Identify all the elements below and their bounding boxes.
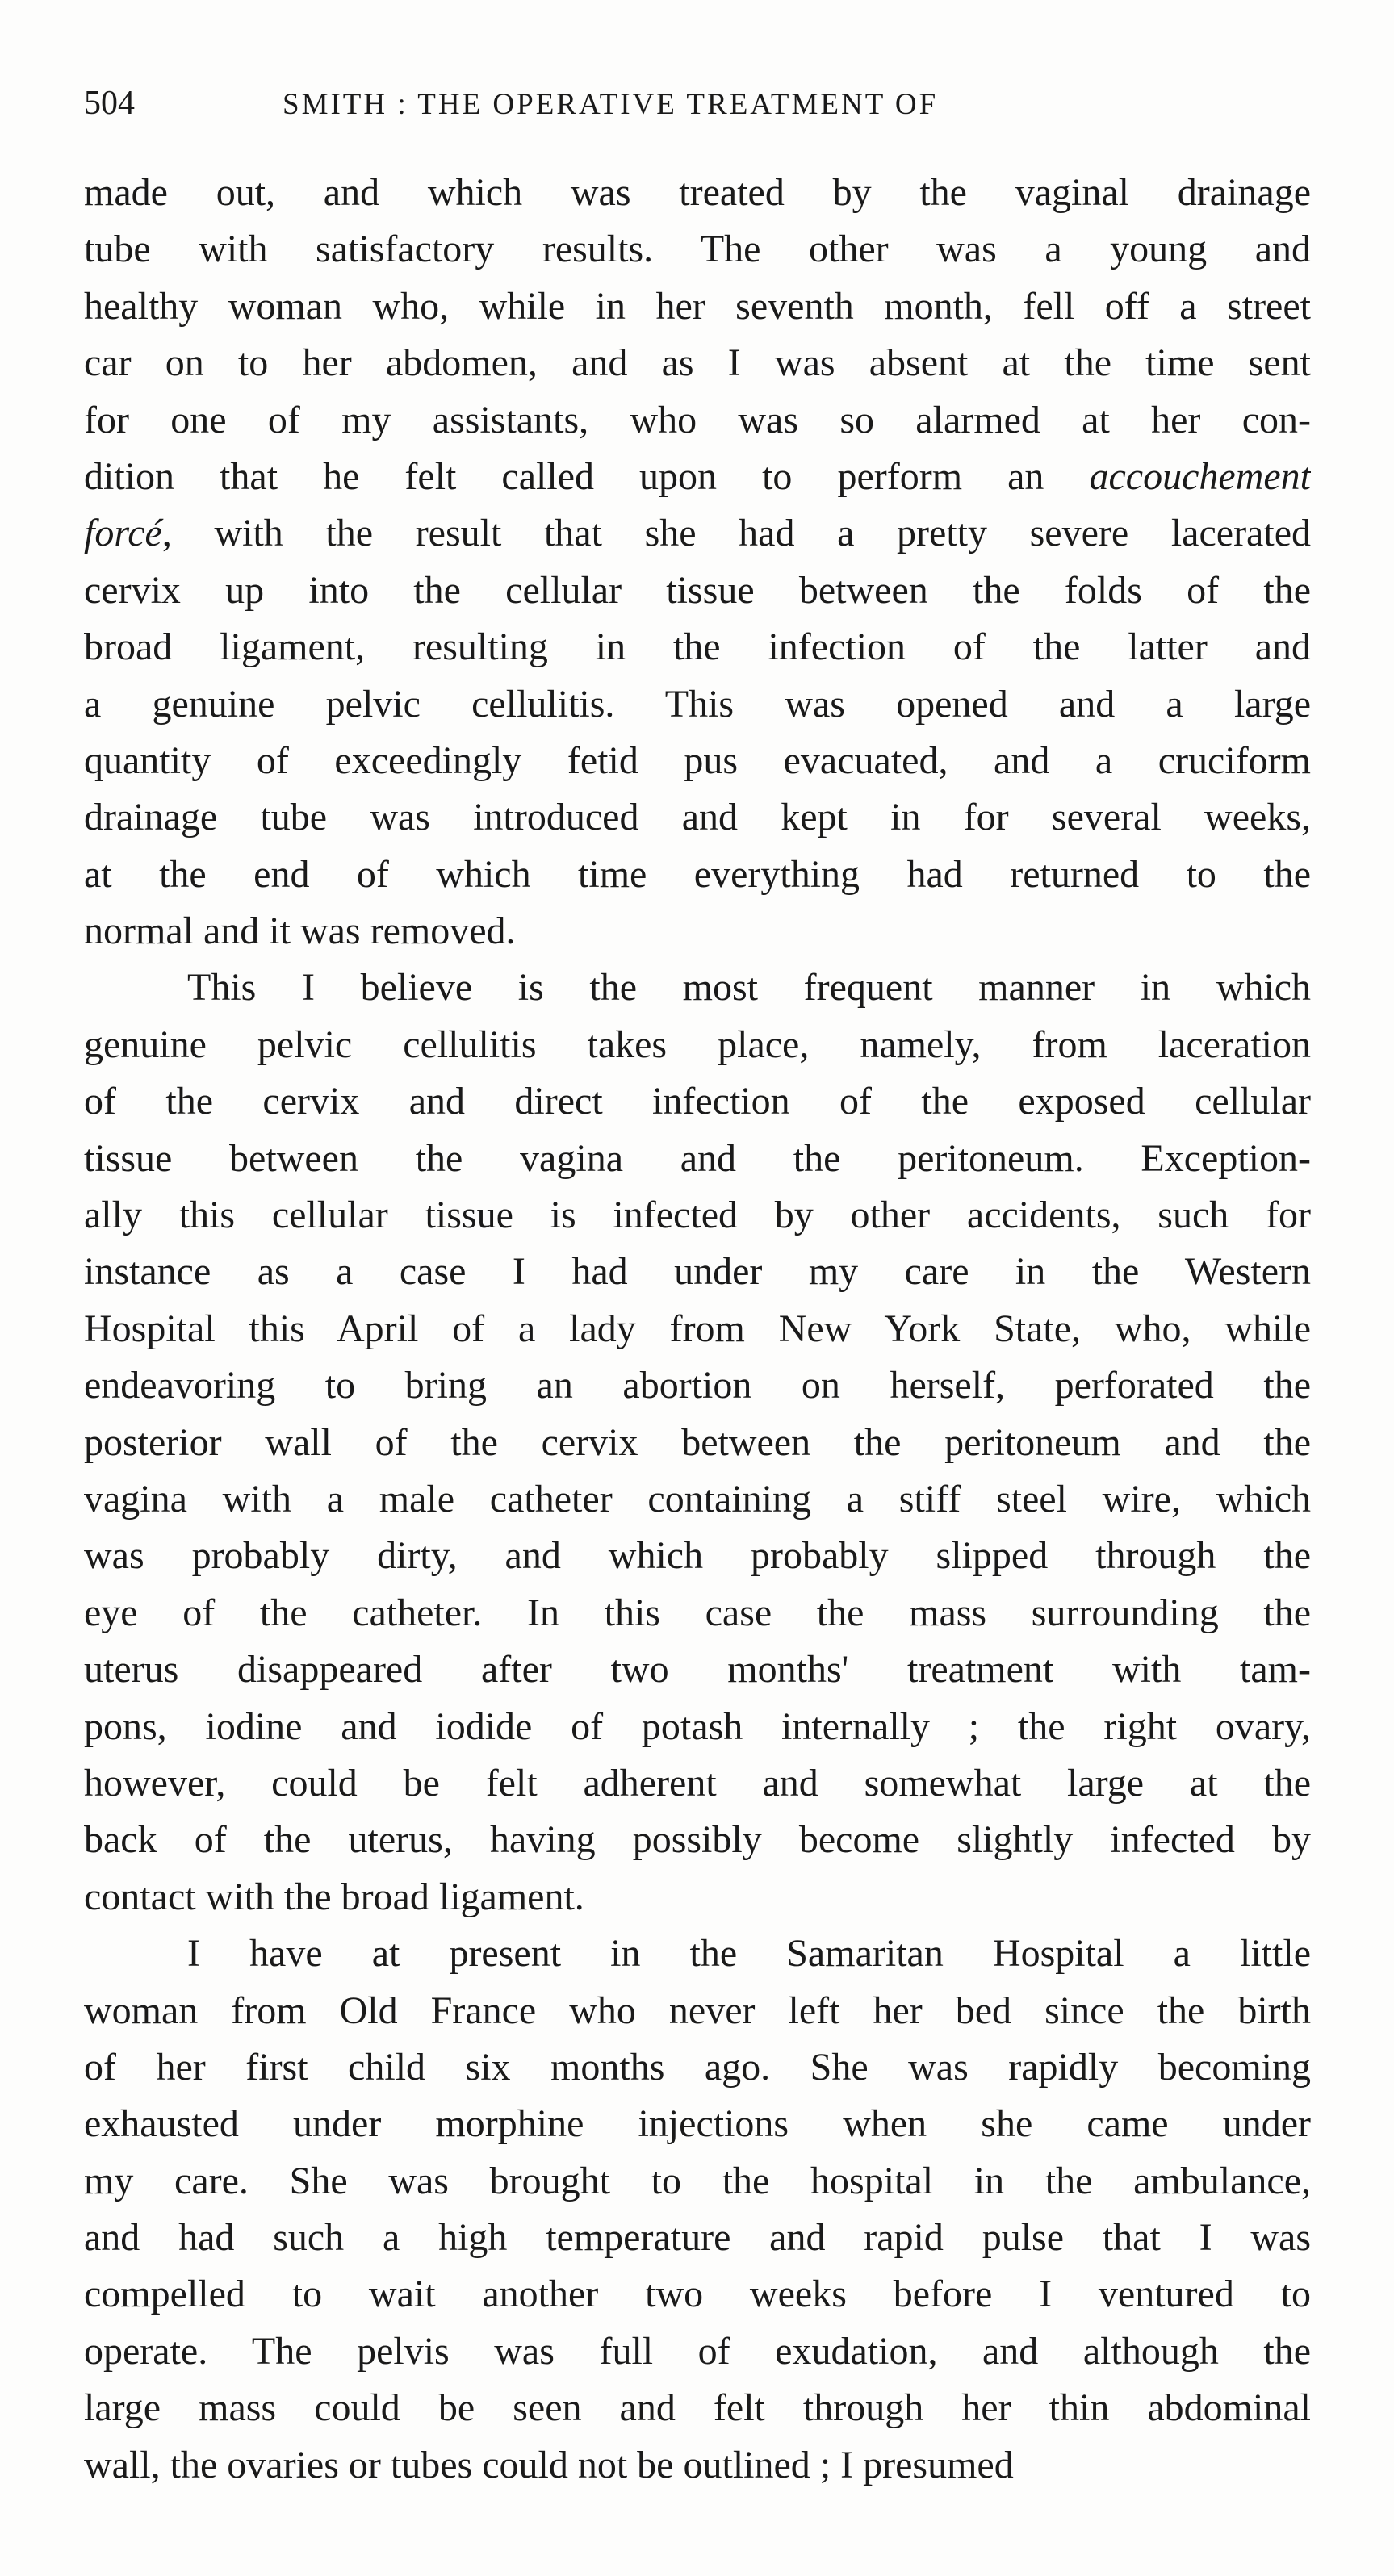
text-line	[84, 505, 1311, 562]
text-line: drainage tube was introduced and kept in for several weeks,	[84, 796, 1311, 839]
text-line: cervix up into the cellular tissue between the folds of the	[84, 568, 1311, 612]
text-line: my care. She was brought to the hospital in the ambulance,	[84, 2159, 1311, 2202]
text-line: posterior wall of the cervix between the peritoneum and the	[84, 1420, 1311, 1464]
text-line: healthy woman who, while in her seventh month, fell off a street	[84, 284, 1311, 328]
text-line: and had such a high temperature and rapid pulse that I was	[84, 2216, 1311, 2260]
paragraph	[84, 960, 1311, 1926]
text-line: of the cervix and direct infection of the exposed cellular	[84, 1080, 1311, 1123]
page-number: 504	[84, 85, 135, 122]
text-line: woman from Old France who never left her bed since the birth	[84, 1988, 1311, 2032]
text-line: ally this cellular tissue is infected by other accidents, such for	[84, 1194, 1311, 1237]
text-line: car on to her abdomen, and as I was absent at the time sent	[84, 341, 1311, 385]
text-line: was probably dirty, and which probably slipped through the	[84, 1534, 1311, 1578]
text-line: pons, iodine and iodide of potash internally ; the right ovary,	[84, 1704, 1311, 1748]
text-line: contact with the broad ligament.	[84, 1875, 584, 1918]
text-line: exhausted under morphine injections when she came under	[84, 2102, 1311, 2146]
text-line: uterus disappeared after two months' treatment with tam-	[84, 1648, 1311, 1692]
text-line: back of the uterus, having possibly become slightly infected by	[84, 1818, 1311, 1862]
text-line: broad ligament, resulting in the infection of the latter and	[84, 625, 1311, 669]
text-line: instance as a case I had under my care in the Western	[84, 1250, 1311, 1294]
text-line: I have at present in the Samaritan Hospital a little	[187, 1932, 1311, 1976]
text-line: tube with satisfactory results. The other was a young and	[84, 228, 1311, 271]
text-line: quantity of exceedingly fetid pus evacuated, and a cruciform	[84, 738, 1311, 782]
text-line: compelled to wait another two weeks before I ventured to	[84, 2273, 1311, 2316]
text-line: tissue between the vagina and the peritoneum. Exception-	[84, 1136, 1311, 1180]
text-line: a genuine pelvic cellulitis. This was opened and a large	[84, 682, 1311, 726]
text-line: for one of my assistants, who was so alarmed at her con-	[84, 398, 1311, 441]
running-title: SMITH : THE OPERATIVE TREATMENT OF	[283, 88, 939, 121]
text-line: vagina with a male catheter containing a stiff steel wire, which	[84, 1477, 1311, 1520]
text-line: genuine pelvic cellulitis takes place, namely, from laceration	[84, 1022, 1311, 1066]
text-line: This I believe is the most frequent manner in which	[187, 966, 1311, 1010]
text-segment: dition that he felt called upon to perform an	[84, 454, 1090, 498]
text-segment: , with the result that she had a pretty severe lacerated	[161, 512, 1311, 555]
text-line: at the end of which time everything had returned to the	[84, 852, 1311, 896]
text-line: eye of the catheter. In this case the mass surrounding the	[84, 1591, 1311, 1634]
text-line: wall, the ovaries or tubes could not be outlined ; I presumed	[84, 2443, 1014, 2486]
italic-phrase: accouchement	[1089, 454, 1311, 498]
text-line: endeavoring to bring an abortion on herself, perforated the	[84, 1364, 1311, 1407]
text-line: operate. The pelvis was full of exudation, and although the	[84, 2329, 1311, 2373]
paragraph	[84, 1926, 1311, 2494]
paragraph	[84, 165, 1311, 960]
text-line: of her first child six months ago. She was rapidly becoming	[84, 2045, 1311, 2089]
text-line: however, could be felt adherent and somewhat large at the	[84, 1761, 1311, 1804]
text-line: normal and it was removed.	[84, 910, 516, 953]
body-text	[84, 165, 1311, 2494]
italic-phrase: forcé	[84, 512, 162, 555]
text-line: made out, and which was treated by the vaginal drainage	[84, 171, 1311, 214]
text-line	[84, 449, 1311, 505]
text-line: Hospital this April of a lady from New York State, who, while	[84, 1307, 1311, 1350]
text-line: large mass could be seen and felt through her thin abdominal	[84, 2386, 1311, 2430]
running-head	[84, 84, 1311, 132]
